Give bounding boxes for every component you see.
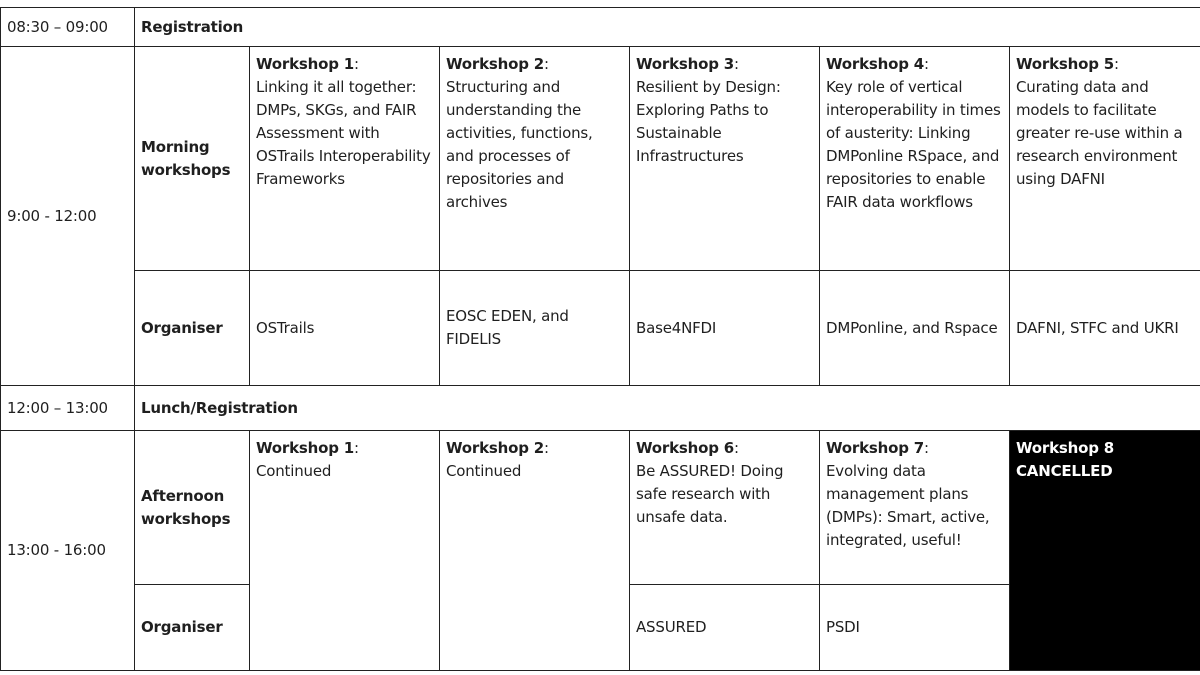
afternoon-label-line2: workshops (141, 509, 231, 528)
cancelled-status: CANCELLED (1016, 462, 1113, 480)
workshop-description: Linking it all together: DMPs, SKGs, and FAIR Assessment with OSTrails Interoperability Frameworks (256, 78, 431, 188)
workshop-3-organiser: Base4NFDI (630, 271, 820, 386)
afternoon-time: 13:00 - 16:00 (1, 431, 135, 671)
workshop-description: Key role of vertical interoperability in times of austerity: Linking DMPonline RSpace, and repositories to enable FAIR data workflows (826, 78, 1001, 211)
lunch-time: 12:00 – 13:00 (1, 386, 135, 431)
workshop-3-cell: Workshop 3: Resilient by Design: Exploring Paths to Sustainable Infrastructures (630, 47, 820, 271)
workshop-6-cell: Workshop 6: Be ASSURED! Doing safe research with unsafe data. (630, 431, 820, 585)
morning-time: 9:00 - 12:00 (1, 47, 135, 386)
morning-workshops-label (135, 47, 250, 271)
registration-time: 08:30 – 09:00 (1, 8, 135, 47)
workshop-title: Workshop 6 (636, 439, 734, 457)
workshop-title: Workshop 2 (446, 55, 544, 73)
workshop-title: Workshop 3 (636, 55, 734, 73)
workshop-2-continued-cell: Workshop 2: Continued (440, 431, 630, 671)
workshop-5-cell: Workshop 5: Curating data and models to facilitate greater re-use within a research environment using DAFNI (1010, 47, 1200, 271)
workshop-1-cell: Workshop 1: Linking it all together: DMPs, SKGs, and FAIR Assessment with OSTrails Interoperability Frameworks (250, 47, 440, 271)
morning-organiser-row (1, 271, 1200, 386)
workshop-6-organiser: ASSURED (630, 585, 820, 671)
workshop-4-cell: Workshop 4: Key role of vertical interoperability in times of austerity: Linking DMPonline RSpace, and repositories to enable FAIR data workflows (820, 47, 1010, 271)
workshop-description: Be ASSURED! Doing safe research with unsafe data. (636, 462, 784, 526)
workshop-2-cell: Workshop 2: Structuring and understanding the activities, functions, and processes of repositories and archives (440, 47, 630, 271)
workshop-4-organiser: DMPonline, and Rspace (820, 271, 1010, 386)
lunch-label: Lunch/Registration (135, 386, 1200, 431)
afternoon-organiser-label: Organiser (135, 585, 250, 671)
workshop-title: Workshop 8 (1016, 439, 1114, 457)
registration-row (1, 8, 1200, 47)
afternoon-workshops-row (1, 431, 1200, 585)
registration-label: Registration (135, 8, 1200, 47)
workshop-title: Workshop 5 (1016, 55, 1114, 73)
afternoon-label-line1: Afternoon (141, 486, 225, 505)
workshop-2-organiser: EOSC EDEN, and FIDELIS (440, 271, 630, 386)
workshop-7-organiser: PSDI (820, 585, 1010, 671)
workshop-description: Structuring and understanding the activities, functions, and processes of repositories and archives (446, 78, 593, 211)
morning-workshops-row (1, 47, 1200, 271)
workshop-description: Continued (446, 462, 522, 480)
workshop-description: Curating data and models to facilitate greater re-use within a research environment using DAFNI (1016, 78, 1183, 188)
workshop-title: Workshop 2 (446, 439, 544, 457)
afternoon-workshops-label (135, 431, 250, 585)
workshop-1-continued-cell: Workshop 1: Continued (250, 431, 440, 671)
workshop-5-organiser: DAFNI, STFC and UKRI (1010, 271, 1200, 386)
workshop-title: Workshop 1 (256, 55, 354, 73)
workshop-1-organiser: OSTrails (250, 271, 440, 386)
workshop-schedule-table (0, 7, 1200, 671)
workshop-8-cancelled-cell (1010, 431, 1200, 671)
workshop-7-cell: Workshop 7: Evolving data management plans (DMPs): Smart, active, integrated, useful! (820, 431, 1010, 585)
morning-label-line2: workshops (141, 160, 231, 179)
workshop-description: Resilient by Design: Exploring Paths to Sustainable Infrastructures (636, 78, 781, 165)
morning-organiser-label: Organiser (135, 271, 250, 386)
lunch-row (1, 386, 1200, 431)
morning-label-line1: Morning (141, 137, 210, 156)
workshop-title: Workshop 1 (256, 439, 354, 457)
workshop-description: Continued (256, 462, 332, 480)
workshop-description: Evolving data management plans (DMPs): Smart, active, integrated, useful! (826, 462, 990, 549)
workshop-title: Workshop 7 (826, 439, 924, 457)
workshop-title: Workshop 4 (826, 55, 924, 73)
